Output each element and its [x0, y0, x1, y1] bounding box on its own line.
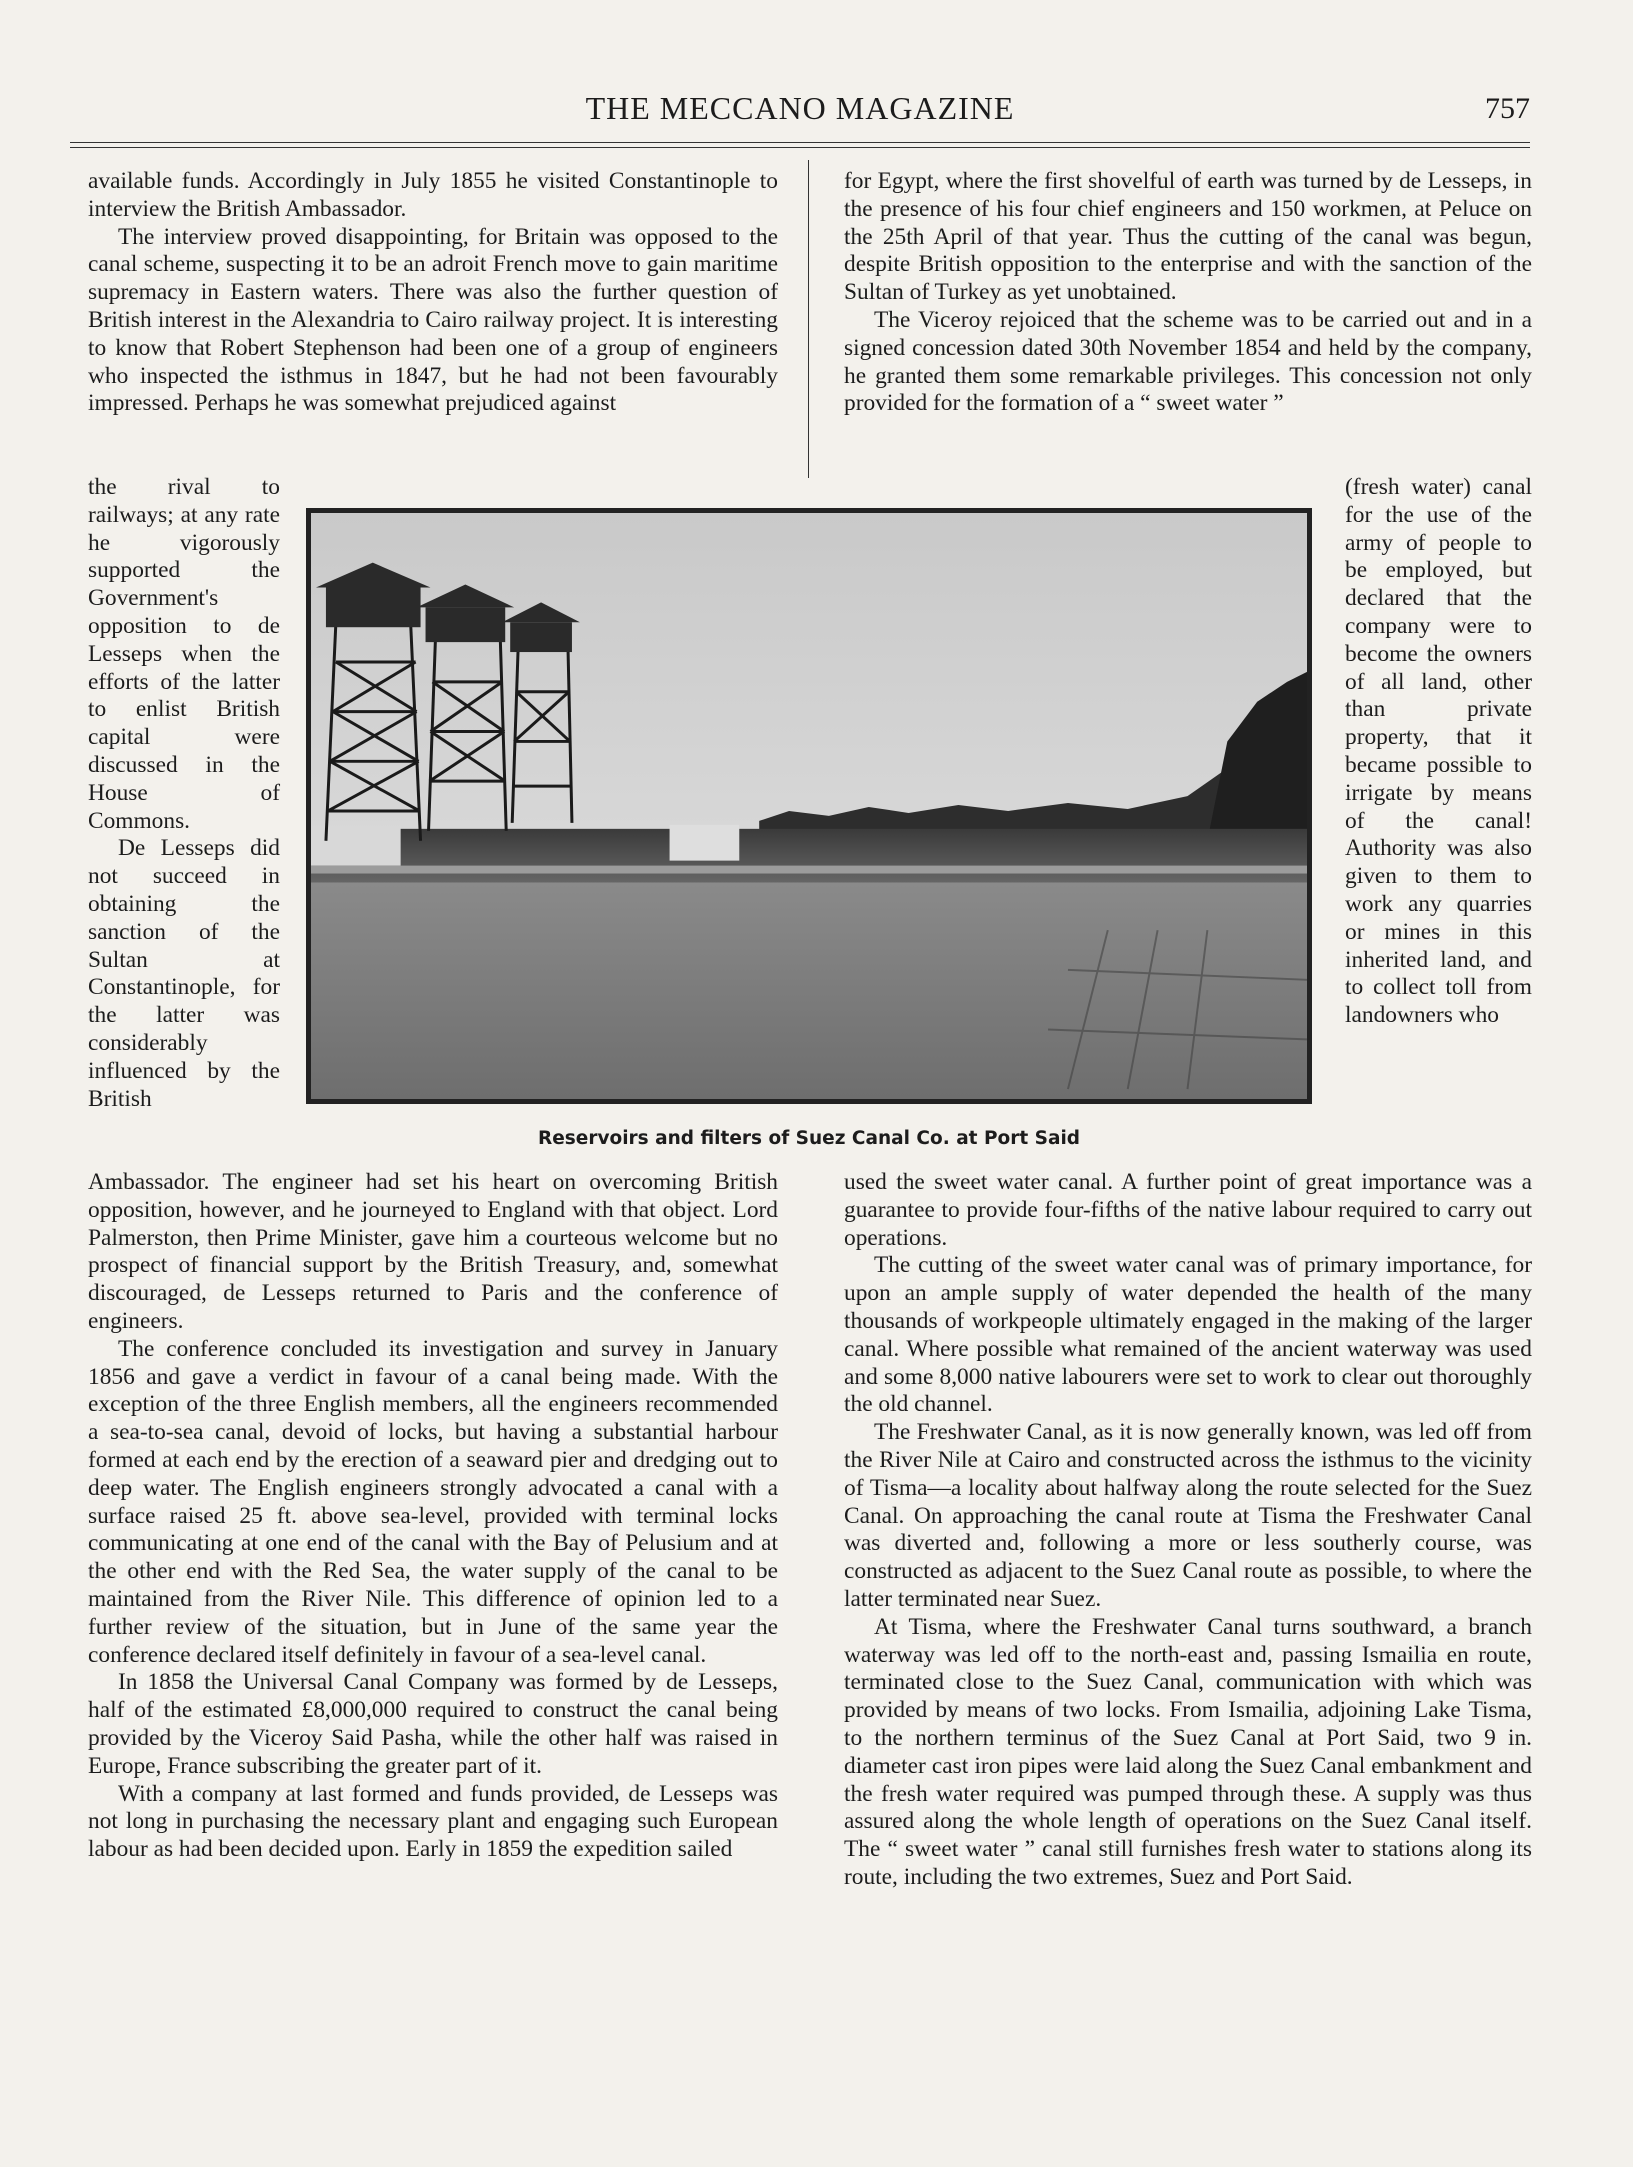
paragraph: With a company at last formed and funds provided, de Lesseps was not long in purchasing the necessary plant and engaging such European labour as had been decided upon. Early in 1859 the expedition sailed: [88, 1780, 778, 1863]
paragraph: De Lesseps did not succeed in obtaining the sanction of the Sultan at Constantinople, for the latter was considerably influenced by the British: [88, 835, 280, 1112]
paragraph: for Egypt, where the first shovelful of earth was turned by de Lesseps, in the presence of his four chief engineers and 150 workmen, at Peluce on the 25th April of that year. Thus the cutting of the canal was begun, despite British opposition to the enterprise and with the sanction of the Sultan of Turkey as yet unobtained.: [844, 168, 1532, 306]
right-column-top-text: [844, 168, 1532, 418]
header-rule-bottom: [70, 147, 1530, 148]
magazine-title: THE MECCANO MAGAZINE: [585, 90, 1015, 126]
page-number: 757: [1485, 92, 1530, 125]
left-column-bottom-text: [88, 1169, 778, 1864]
paragraph: (fresh water) canal for the use of the army of people to be employed, but declared that the company were to become the owners of all land, other than private property, that it became possible to irrigate by means of the canal! Authority was also given to them to work any quarries or mines in this inherited land, and to collect toll from landowners who: [1345, 474, 1532, 1029]
paragraph: In 1858 the Universal Canal Company was formed by de Lesseps, half of the estimated £8,000,000 required to construct the canal being provided by the Viceroy Said Pasha, while the other half was raised in Europe, France subscribing the greater part of it.: [88, 1669, 778, 1779]
paragraph: The Freshwater Canal, as it is now generally known, was led off from the River Nile at Cairo and constructed across the isthmus to the vicinity of Tisma—a locality about halfway along the route selected for the Suez Canal. On approaching the canal route at Tisma the Freshwater Canal was diverted and, following a more or less southerly course, was constructed as adjacent to the Suez Canal route as possible, to where the latter terminated near Suez.: [844, 1419, 1532, 1612]
paragraph: The conference concluded its investigation and survey in January 1856 and gave a verdict in favour of a canal being made. With the exception of the three English members, all the engineers recommended a sea-to-sea canal, devoid of locks, but having a substantial harbour formed at each end by the erection of a seaward pier and dredging out to deep water. The English engineers strongly advocated a canal with a surface raised 25 ft. above sea-level, provided with terminal locks communicating at one end of the canal with the Bay of Pelusium and at the other end with the Red Sea, the water supply of the canal to be maintained from the River Nile. This difference of opinion led to a further review of the situation, but in June of the same year the conference declared itself definitely in favour of a sea-level canal.: [88, 1335, 778, 1668]
right-column-bottom-text: [844, 1169, 1532, 1892]
paragraph: The cutting of the sweet water canal was of primary importance, for upon an ample supply of water depended the health of the many thousands of workpeople ultimately engaged in the making of the larger canal. Where possible what remained of the ancient waterway was used and some 8,000 native labourers were set to work to clear out thoroughly the old channel.: [844, 1252, 1532, 1418]
paragraph: At Tisma, where the Freshwater Canal turns southward, a branch waterway was led off to the north-east and, passing Ismailia en route, terminated close to the Suez Canal, communication with which was provided by means of two locks. From Ismailia, adjoining Lake Tisma, to the northern terminus of the Suez Canal at Port Said, two 9 in. diameter cast iron pipes were laid along the Suez Canal embankment and the fresh water required was pumped through these. A supply was thus assured along the whole length of operations on the Suez Canal itself. The “ sweet water ” canal still furnishes fresh water to stations along its route, including the two extremes, Suez and Port Said.: [844, 1613, 1532, 1890]
column-divider: [808, 160, 809, 478]
paragraph: available funds. Accordingly in July 1855 he visited Constantinople to interview the British Ambassador.: [88, 168, 778, 222]
header-rule-top: [70, 142, 1530, 143]
right-wrap-text: [1345, 474, 1532, 1030]
figure-caption: Reservoirs and filters of Suez Canal Co. at Port Said: [537, 1128, 1081, 1149]
left-column-top-text: [88, 168, 778, 418]
paragraph: the rival to railways; at any rate he vigorously supported the Government's opposition to de Lesseps when the efforts of the latter to enlist British capital were discussed in the House of Commons.: [88, 474, 280, 834]
reservoir-photo-illustration: [311, 513, 1307, 1099]
left-wrap-text: [88, 474, 280, 1113]
paragraph: used the sweet water canal. A further point of great importance was a guarantee to provide four-fifths of the native labour required to carry out operations.: [844, 1169, 1532, 1251]
page-header: [70, 90, 1530, 138]
paragraph: Ambassador. The engineer had set his heart on overcoming British opposition, however, and he journeyed to England with that object. Lord Palmerston, then Prime Minister, gave him a courteous welcome but no prospect of financial support by the British Treasury, and, somewhat discouraged, de Lesseps returned to Paris and the conference of engineers.: [88, 1169, 778, 1334]
paragraph: The interview proved disappointing, for Britain was opposed to the canal scheme, suspecting it to be an adroit French move to gain maritime supremacy in Eastern waters. There was also the further question of British interest in the Alexandria to Cairo railway project. It is interesting to know that Robert Stephenson had been one of a group of engineers who inspected the isthmus in 1847, but he had not been favourably impressed. Perhaps he was somewhat prejudiced against: [88, 223, 778, 417]
reservoir-photograph: [306, 508, 1312, 1104]
paragraph: The Viceroy rejoiced that the scheme was to be carried out and in a signed concession dated 30th November 1854 and held by the company, he granted them some remarkable privileges. This concession not only provided for the formation of a “ sweet water ”: [844, 306, 1532, 417]
